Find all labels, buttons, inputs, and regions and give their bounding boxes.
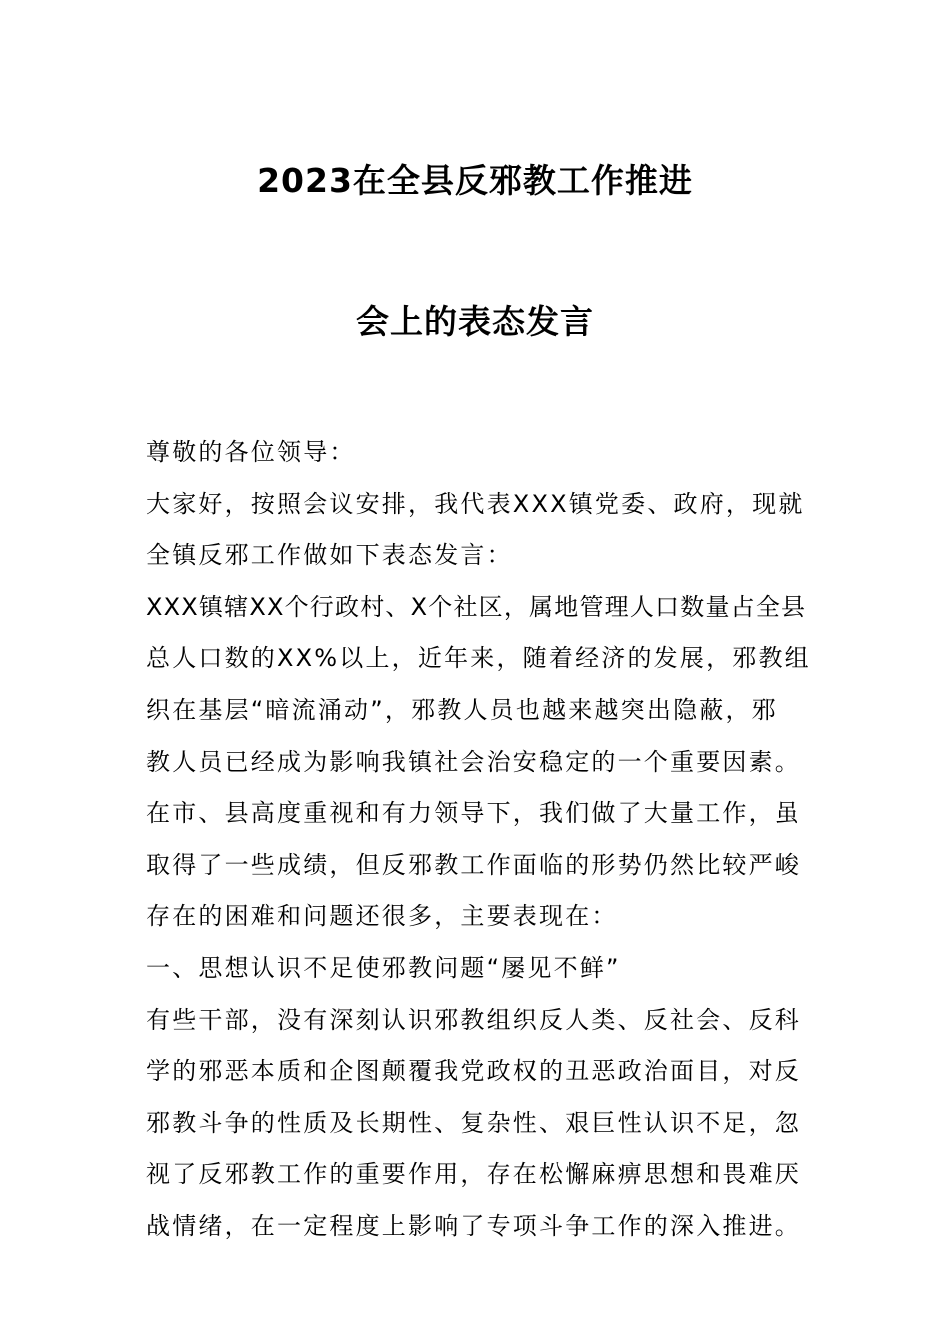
body-line: 教人员已经成为影响我镇社会治安稳定的一个重要因素。	[146, 747, 801, 776]
document-title-line-2: 会上的表态发言	[356, 302, 594, 341]
section-heading: 一、思想认识不足使邪教问题“屡见不鲜”	[146, 953, 621, 982]
body-line: 取得了一些成绩，但反邪教工作面临的形势仍然比较严峻	[146, 850, 801, 879]
body-line: 战情绪，在一定程度上影响了专项斗争工作的深入推进。	[146, 1211, 801, 1240]
body-line: 邪教斗争的性质及长期性、复杂性、艰巨性认识不足，忽	[146, 1108, 801, 1137]
body-line: 织在基层“暗流涌动”，邪教人员也越来越突出隐蔽，邪	[146, 695, 778, 724]
body-line: 存在的困难和问题还很多，主要表现在：	[146, 902, 618, 931]
body-line: 总人口数的XX%以上，近年来，随着经济的发展，邪教组	[146, 644, 811, 673]
document-body	[146, 427, 810, 1253]
body-line: 学的邪恶本质和企图颠覆我党政权的丑恶政治面目，对反	[146, 1057, 801, 1086]
body-line: XXX镇辖XX个行政村、X个社区，属地管理人口数量占全县	[146, 592, 807, 621]
salutation: 尊敬的各位领导：	[146, 438, 356, 466]
body-line: 视了反邪教工作的重要作用，存在松懈麻痹思想和畏难厌	[146, 1160, 801, 1189]
body-line: 全镇反邪工作做如下表态发言：	[146, 541, 513, 570]
document-title-line-1: 2023在全县反邪教工作推进	[257, 161, 693, 200]
body-line: 有些干部，没有深刻认识邪教组织反人类、反社会、反科	[146, 1005, 801, 1034]
body-line: 在市、县高度重视和有力领导下，我们做了大量工作，虽	[146, 799, 801, 828]
body-line: 大家好，按照会议安排，我代表XXX镇党委、政府，现就	[146, 489, 805, 518]
